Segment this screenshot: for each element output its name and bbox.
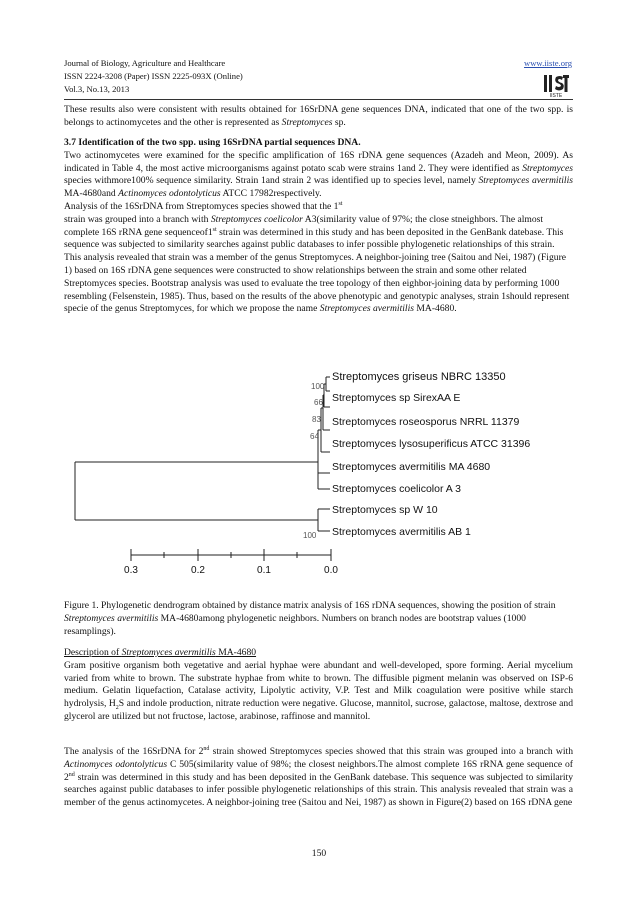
iiste-logo-icon — [542, 72, 570, 98]
section-3-7 — [64, 137, 573, 316]
description-paragraph: Gram positive organism both vegetative and aerial hyphae were abundant and well-developed, spore forming. Aerial mycelium varied from white to brown. The substrate hyphae from white to brown. The diffusible pigment melanin was observed on ISP-6 medium. Gelatin liquefaction, Catalase activity, Lipolytic activity, V.P. Test and Milk coagulation were positive while starch hydrolysis, $H_2S$ and indole production, nitrate reduction were negative. Glucose, mannitol, sucrose, galactose, maltose, dextrose and glycerol are utilized but not fructose, lactose, arabinose, raffinose and mannitol. — [64, 659, 574, 722]
figure-caption: Figure 1. Phylogenetic dendrogram obtained by distance matrix analysis of 16S rDNA sequences, showing the position of strain Streptomyces avermitilis MA-4680among phylogenetic neighbors. Numbers on branch nodes are bootstrap values (1000 resamplings). — [64, 600, 556, 637]
taxon-label: Streptomyces roseosporus NRRL 11379 — [332, 416, 520, 428]
journal-issn: ISSN 2224-3208 (Paper) ISSN 2225-093X (Online) — [64, 71, 243, 81]
section-paragraph-2: Analysis of the 16SrDNA from Streptomyces species showed that the 1st strain was grouped into a branch with Streptomyces coelicolor A3(similarity value of 97%; the close stneighbors. The almost complete 16S rRNA gene sequenceof1st strain was determined in this study and has been deposited in the GenBank datebase. This sequence was subjected to similarity searches against public databases to infer possible phylogenetic relationships of this strain. This analysis revealed that strain was a member of the genus Streptomyces. A neighbor-joining tree (Saitou and Nei, 1987) (Figure 1) based on 16S rDNA gene sequences were constructed to show relationships between the strain and some other related Streptomyces species. Bootstrap analysis was used to evaluate the tree topology of then eighbor-joining data by performing 1000 resembling (Felsenstein, 1985). Thus, based on the results of the above phenotypic and genotypic analyses, strain 1should represent specie of the genus Streptomyces, for which we propose the name Streptomyces avermitilis MA-4680. — [64, 200, 570, 315]
taxon-label: Streptomyces coelicolor A 3 — [332, 483, 461, 495]
page-number: 150 — [311, 848, 327, 859]
bootstrap-value: 66 — [314, 398, 323, 407]
scale-tick-label: 0.2 — [191, 565, 205, 576]
second-strain-paragraph: The analysis of the 16SrDNA for 2nd strain showed Streptomyces species showed that this strain was grouped into a branch with Actinomyces odontolyticus C 505(similarity value of 98%; the closest neighbors.The almost complete 16S rRNA gene sequence of 2nd strain was determined in this study and has been deposited in the GenBank datebase. This sequence was subjected to similarity searches against public databases to infer possible phylogenetic relationships of this strain. This analysis revealed that strain was a member of the genus actinomycetes. A neighbor-joining tree (Saitou and Nei, 1987) as shown in Figure(2) based on 16S rDNA gene — [64, 745, 573, 809]
scale-tick-label: 0.3 — [124, 565, 138, 576]
journal-volume: Vol.3, No.13, 2013 — [64, 84, 130, 94]
header-rule — [64, 99, 573, 100]
journal-url-link[interactable]: www.iiste.org — [524, 58, 572, 68]
taxon-label: Streptomyces avermitilis AB 1 — [332, 526, 471, 538]
section-heading: 3.7 Identification of the two spp. using 16SrDNA partial sequences DNA. — [64, 137, 361, 148]
bootstrap-value: 100 — [311, 382, 325, 391]
journal-title: Journal of Biology, Agriculture and Healthcare — [64, 58, 226, 68]
taxon-label: Streptomyces sp SirexAA E — [332, 392, 461, 404]
scale-tick-label: 0.1 — [257, 565, 271, 576]
bootstrap-value: 83 — [312, 415, 321, 424]
taxon-label: Streptomyces sp W 10 — [332, 504, 438, 516]
taxon-label: Streptomyces griseus NBRC 13350 — [332, 371, 506, 383]
intro-paragraph: These results also were consistent with results obtained for 16SrDNA gene sequences DNA, indicated that one of the two spp. is belongs to actinomycetes and the other is represented as Streptomyces sp. — [64, 104, 573, 128]
scale-tick-label: 0.0 — [324, 565, 338, 576]
logo-text: IISTE — [549, 93, 563, 98]
taxon-label: Streptomyces avermitilis MA 4680 — [332, 461, 491, 473]
taxon-label: Streptomyces lysosuperificus ATCC 31396 — [332, 438, 531, 450]
phylogenetic-tree — [0, 366, 638, 596]
species-description — [64, 647, 573, 724]
bootstrap-value: 100 — [303, 531, 317, 540]
bootstrap-value: 64 — [310, 432, 319, 441]
section-paragraph-1: Two actinomycetes were examined for the specific amplification of 16S rDNA gene sequences (Azadeh and Meon, 2009). As indicated in Table 4, the most active microorganisms against potato scab were strains 1and 2. They were identified as Streptomyces species withmore100% sequence similarity. Strain 1and strain 2 was identified up to species level, namely Streptomyces avermitilis MA-4680and Actinomyces odontolyticus ATCC 17982respectively. — [64, 149, 573, 200]
description-heading: Description of Streptomyces avermitilis MA-4680 — [64, 647, 257, 658]
